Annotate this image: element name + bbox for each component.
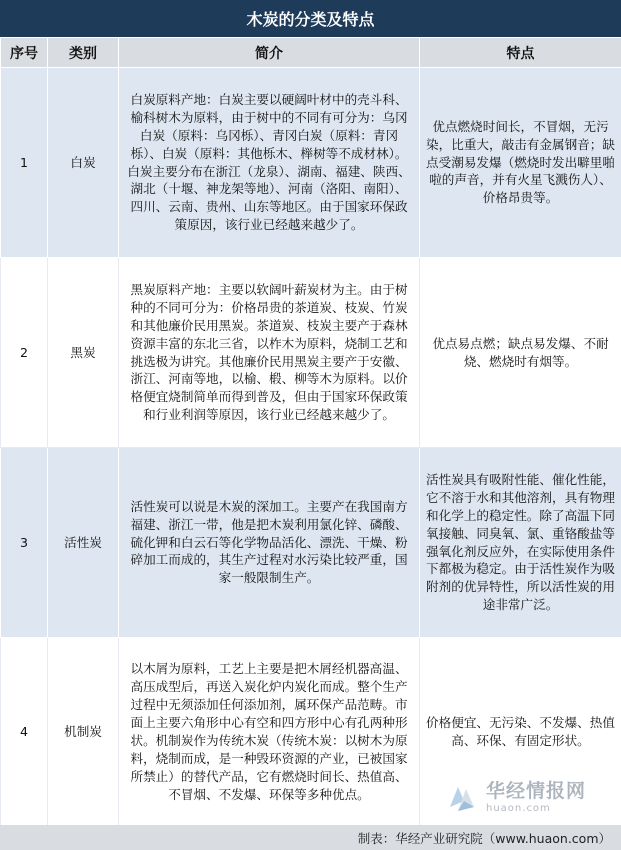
row-category: 机制炭 (48, 638, 119, 827)
row-num: 1 (1, 68, 48, 258)
row-category: 活性炭 (48, 448, 119, 638)
row-num: 2 (1, 258, 48, 448)
row-features: 优点燃烧时间长，不冒烟，无污染，比重大，敲击有金属钢音；缺点受潮易发爆（燃烧时发出噼里啪啦的声音，并有火星飞溅伤人）、价格昂贵等。 (420, 68, 621, 258)
table-row (1, 258, 621, 448)
row-intro: 以木屑为原料，工艺上主要是把木屑经机器高温、高压成型后，再送入炭化炉内炭化而成。整个生产过程中无须添加任何添加剂，属环保产品范畴。市面上主要六角形中心有空和四方形中心有孔两种形状。机制炭作为传统木炭（传统木炭：以树木为原料，烧制而成，是一种毁环资源的产业，已被国家所禁止）的替代产品，它有燃烧时间长、热值高、不冒烟、不发爆、环保等多种优点。 (119, 638, 420, 827)
row-num: 4 (1, 638, 48, 827)
header-intro: 简介 (119, 38, 420, 68)
table-row (1, 68, 621, 258)
header-num: 序号 (1, 38, 48, 68)
table-row (1, 448, 621, 638)
row-features: 活性炭具有吸附性能、催化性能，它不溶于水和其他溶剂，具有物理和化学上的稳定性。除了高温下同氧接触、同臭氧、氯、重铬酸盐等强氧化剂反应外，在实际使用条件下都极为稳定。由于活性炭作为吸附剂的优异特性，所以活性炭的用途非常广泛。 (420, 448, 621, 638)
row-features: 价格便宜、无污染、不发爆、热值高、环保、有固定形状。 (420, 638, 621, 827)
row-num: 3 (1, 448, 48, 638)
header-category: 类别 (48, 38, 119, 68)
watermark-url: huaon.com (486, 803, 551, 814)
row-intro: 白炭原料产地：白炭主要以硬阔叶材中的壳斗科、榆科树木为原料，由于树中的不同有可分为：乌冈白炭（原料：乌冈栎）、青冈白炭（原料：青冈栎）、白炭（原料：其他栎木、榉树等不成材林）。白炭主要分布在浙江（龙泉）、湖南、福建、陕西、湖北（十堰、神龙架等地）、河南（洛阳、南阳）、四川、云南、贵州、山东等地区。由于国家环保政策原因，该行业已经越来越少了。 (119, 68, 420, 258)
charcoal-table (0, 37, 621, 827)
row-intro: 活性炭可以说是木炭的深加工。主要产在我国南方福建、浙江一带，他是把木炭利用氯化锌、磷酸、硫化钾和白云石等化学物品活化、漂洗、干燥、粉碎加工而成的，其生产过程对水污染比较严重，国家一般限制生产。 (119, 448, 420, 638)
row-category: 白炭 (48, 68, 119, 258)
row-intro: 黑炭原料产地：主要以软阔叶薪炭材为主。由于树种的不同可分为：价格昂贵的茶道炭、枝炭、竹炭和其他廉价民用黑炭。茶道炭、枝炭主要产于森林资源丰富的东北三省，以柞木为原料，烧制工艺和挑选极为讲究。其他廉价民用黑炭主要产于安徽、浙江、河南等地，以榆、椴、柳等木为原料。以价格便宜烧制简单而得到普及，但由于国家环保政策和行业利润等原因，该行业已经越来越少了。 (119, 258, 420, 448)
header-features: 特点 (420, 38, 621, 68)
footer-source: 制表：华经产业研究院（www.huaon.com） (357, 830, 611, 846)
row-features: 优点易点燃；缺点易发爆、不耐烧、燃烧时有烟等。 (420, 258, 621, 448)
row-category: 黑炭 (48, 258, 119, 448)
table-title: 木炭的分类及特点 (0, 0, 621, 39)
table-row (1, 638, 621, 827)
watermark-name: 华经情报网 (486, 780, 587, 802)
table-footer (0, 825, 621, 850)
header-row (1, 38, 621, 68)
